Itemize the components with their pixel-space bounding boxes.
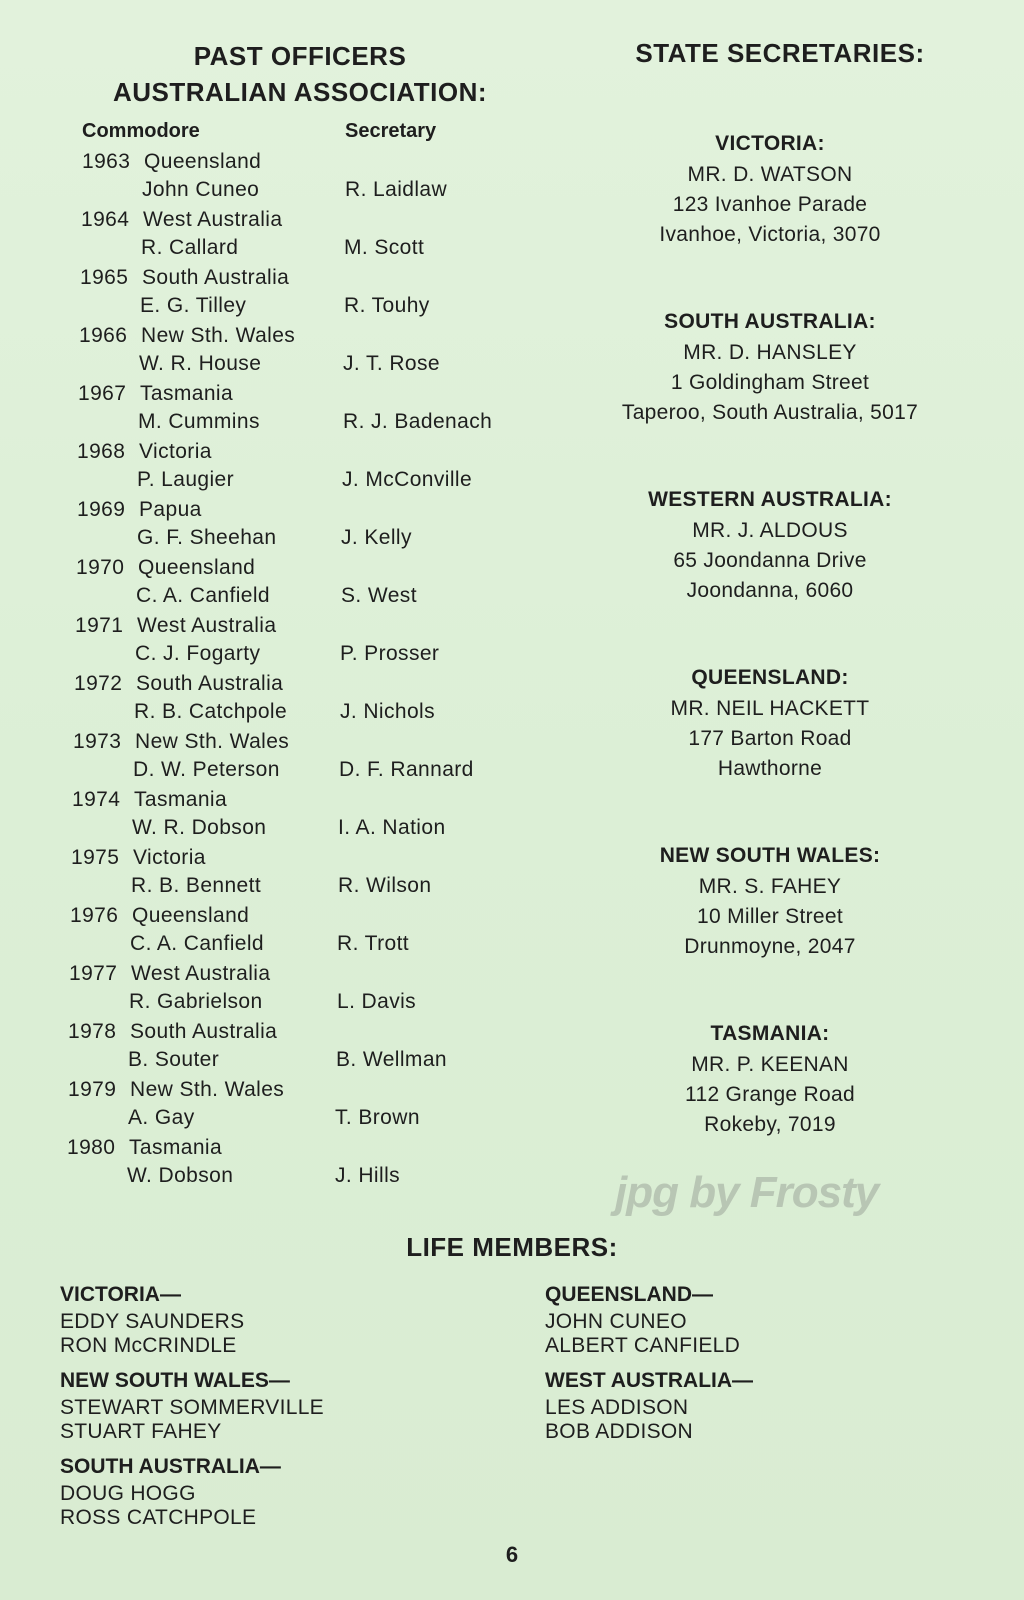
year-state-line: [71, 846, 206, 870]
state-secretary-block: [580, 128, 960, 306]
officer-entry: [0, 904, 560, 962]
secretary-name: R. Trott: [337, 932, 410, 955]
secretary-name: J. T. Rose: [343, 352, 440, 375]
year-state-line: [67, 1136, 222, 1160]
officer-entry: [0, 1020, 560, 1078]
life-member-group: [60, 1452, 324, 1530]
officer-state: Queensland: [132, 904, 250, 927]
officer-year: 1965: [80, 266, 129, 289]
officer-entry: [0, 1078, 560, 1136]
officer-year: 1974: [72, 788, 121, 811]
secretary-person: MR. D. WATSON: [687, 163, 853, 186]
year-state-line: [70, 904, 249, 928]
officer-entry: [0, 672, 560, 730]
officer-entry: [0, 324, 560, 382]
life-member-state: WEST AUSTRALIA—: [545, 1369, 754, 1392]
secretary-name: I. A. Nation: [338, 816, 446, 839]
secretary-person: MR. J. ALDOUS: [692, 519, 848, 542]
life-member-name: RON McCRINDLE: [60, 1334, 237, 1357]
commodore-name: John Cuneo: [142, 178, 260, 201]
secretary-person: MR. NEIL HACKETT: [670, 697, 870, 720]
state-name: NEW SOUTH WALES:: [659, 844, 881, 867]
officer-year: 1966: [79, 324, 128, 347]
commodore-name: P. Laugier: [137, 468, 235, 491]
watermark: jpg by Frosty: [615, 1168, 879, 1217]
address-line-2: Hawthorne: [717, 757, 823, 780]
address-line-1: 177 Barton Road: [688, 727, 852, 750]
officer-entry: [0, 788, 560, 846]
officer-year: 1973: [73, 730, 122, 753]
officer-year: 1963: [82, 150, 131, 173]
state-name: QUEENSLAND:: [691, 666, 849, 689]
life-member-group: [60, 1280, 324, 1358]
life-members-title: LIFE MEMBERS:: [406, 1232, 618, 1262]
year-state-line: [68, 1020, 277, 1044]
commodore-name: C. J. Fogarty: [135, 642, 261, 665]
year-state-line: [77, 498, 202, 522]
secretary-name: R. Wilson: [338, 874, 432, 897]
officer-state: South Australia: [142, 266, 290, 289]
officer-entry: [0, 1136, 560, 1194]
officer-year: 1971: [75, 614, 124, 637]
state-secretaries-list: [580, 128, 960, 1196]
life-member-state: VICTORIA—: [60, 1283, 181, 1306]
officer-state: South Australia: [130, 1020, 278, 1043]
officer-year: 1967: [78, 382, 127, 405]
officer-entry: [0, 846, 560, 904]
officer-year: 1975: [71, 846, 120, 869]
officer-year: 1977: [69, 962, 118, 985]
commodore-name: W. Dobson: [127, 1164, 234, 1187]
address-line-1: 123 Ivanhoe Parade: [672, 193, 868, 216]
life-member-name: BOB ADDISON: [545, 1420, 694, 1443]
secretary-column-header: Secretary: [345, 120, 437, 142]
officer-year: 1980: [67, 1136, 116, 1159]
officer-year: 1970: [76, 556, 125, 579]
life-member-name: JOHN CUNEO: [545, 1310, 687, 1333]
state-secretaries-title: STATE SECRETARIES:: [635, 38, 925, 68]
officer-year: 1972: [74, 672, 123, 695]
address-line-1: 112 Grange Road: [685, 1083, 855, 1106]
secretary-name: B. Wellman: [336, 1048, 447, 1071]
life-members-left-column: [60, 1280, 324, 1538]
officer-year: 1979: [68, 1078, 117, 1101]
officer-state: New Sth. Wales: [135, 730, 290, 753]
year-state-line: [73, 730, 289, 754]
commodore-name: W. R. House: [139, 352, 262, 375]
address-line-2: Joondanna, 6060: [686, 579, 854, 602]
secretary-name: M. Scott: [344, 236, 425, 259]
officer-state: Queensland: [144, 150, 262, 173]
officer-state: Victoria: [139, 440, 212, 463]
secretary-name: R. J. Badenach: [343, 410, 493, 433]
year-state-line: [79, 324, 295, 348]
year-state-line: [82, 150, 261, 174]
life-member-name: STUART FAHEY: [60, 1420, 222, 1443]
year-state-line: [78, 382, 233, 406]
state-name: SOUTH AUSTRALIA:: [664, 310, 876, 333]
year-state-line: [80, 266, 289, 290]
officer-entry: [0, 962, 560, 1020]
secretary-name: J. Nichols: [340, 700, 436, 723]
officer-entry: [0, 150, 560, 208]
secretary-name: R. Laidlaw: [345, 178, 448, 201]
officer-state: West Australia: [143, 208, 283, 231]
secretary-name: J. McConville: [342, 468, 473, 491]
secretary-name: J. Kelly: [341, 526, 412, 549]
officer-state: New Sth. Wales: [141, 324, 296, 347]
officer-year: 1968: [77, 440, 126, 463]
officer-year: 1969: [77, 498, 126, 521]
officer-entry: [0, 382, 560, 440]
year-state-line: [77, 440, 212, 464]
commodore-name: C. A. Canfield: [136, 584, 270, 607]
address-line-2: Ivanhoe, Victoria, 3070: [659, 223, 881, 246]
officer-entry: [0, 614, 560, 672]
state-secretary-block: [580, 840, 960, 1018]
commodore-name: B. Souter: [128, 1048, 220, 1071]
life-member-name: LES ADDISON: [545, 1396, 689, 1419]
year-state-line: [68, 1078, 284, 1102]
commodore-name: R. Callard: [141, 236, 239, 259]
life-member-state: QUEENSLAND—: [545, 1283, 714, 1306]
secretary-name: S. West: [341, 584, 417, 607]
life-member-name: ALBERT CANFIELD: [545, 1334, 741, 1357]
commodore-name: R. B. Bennett: [131, 874, 262, 897]
commodore-name: D. W. Peterson: [133, 758, 280, 781]
state-secretary-block: [580, 662, 960, 840]
commodore-name: W. R. Dobson: [132, 816, 267, 839]
secretary-name: J. Hills: [335, 1164, 401, 1187]
commodore-name: C. A. Canfield: [130, 932, 264, 955]
officer-entry: [0, 556, 560, 614]
officer-state: Victoria: [133, 846, 206, 869]
life-member-group: [60, 1366, 324, 1444]
state-name: VICTORIA:: [715, 132, 825, 155]
state-secretary-block: [580, 306, 960, 484]
officer-state: Tasmania: [134, 788, 228, 811]
commodore-name: G. F. Sheehan: [137, 526, 277, 549]
secretary-name: L. Davis: [337, 990, 417, 1013]
past-officers-title: PAST OFFICERS: [193, 41, 407, 71]
life-member-group: [545, 1280, 753, 1358]
address-line-1: 10 Miller Street: [696, 905, 844, 928]
officer-year: 1978: [68, 1020, 117, 1043]
year-state-line: [72, 788, 227, 812]
officer-entry: [0, 498, 560, 556]
address-line-1: 1 Goldingham Street: [670, 371, 870, 394]
page-number: 6: [505, 1542, 519, 1567]
address-line-2: Drunmoyne, 2047: [684, 935, 856, 958]
secretary-person: MR. D. HANSLEY: [683, 341, 857, 364]
commodore-name: M. Cummins: [138, 410, 260, 433]
officer-entry: [0, 208, 560, 266]
life-member-group: [545, 1366, 753, 1444]
address-line-1: 65 Joondanna Drive: [673, 549, 867, 572]
officer-entry: [0, 266, 560, 324]
year-state-line: [69, 962, 270, 986]
officer-year: 1976: [70, 904, 119, 927]
year-state-line: [75, 614, 276, 638]
officer-state: West Australia: [131, 962, 271, 985]
commodore-name: R. Gabrielson: [129, 990, 263, 1013]
officer-state: Tasmania: [140, 382, 234, 405]
life-member-state: NEW SOUTH WALES—: [60, 1369, 290, 1392]
officer-state: Tasmania: [129, 1136, 223, 1159]
state-secretary-block: [580, 484, 960, 662]
commodore-name: A. Gay: [128, 1106, 195, 1129]
address-line-2: Rokeby, 7019: [704, 1113, 836, 1136]
officer-entry: [0, 440, 560, 498]
commodore-name: R. B. Catchpole: [134, 700, 288, 723]
officer-state: Papua: [139, 498, 202, 521]
past-officers-subtitle: AUSTRALIAN ASSOCIATION:: [112, 77, 488, 107]
state-name: TASMANIA:: [710, 1022, 830, 1045]
life-members-right-column: [545, 1280, 753, 1452]
life-member-name: DOUG HOGG: [60, 1482, 196, 1505]
life-member-name: ROSS CATCHPOLE: [60, 1506, 257, 1529]
life-member-name: EDDY SAUNDERS: [60, 1310, 245, 1333]
state-name: WESTERN AUSTRALIA:: [648, 488, 892, 511]
officer-year: 1964: [81, 208, 130, 231]
life-member-name: STEWART SOMMERVILLE: [60, 1396, 324, 1419]
year-state-line: [81, 208, 282, 232]
secretary-person: MR. S. FAHEY: [698, 875, 842, 898]
secretary-person: MR. P. KEENAN: [691, 1053, 849, 1076]
address-line-2: Taperoo, South Australia, 5017: [621, 401, 919, 424]
officer-entry: [0, 730, 560, 788]
year-state-line: [74, 672, 283, 696]
year-state-line: [76, 556, 255, 580]
officer-state: Queensland: [138, 556, 256, 579]
commodore-column-header: Commodore: [82, 120, 200, 142]
commodore-name: E. G. Tilley: [140, 294, 247, 317]
secretary-name: D. F. Rannard: [339, 758, 474, 781]
life-member-state: SOUTH AUSTRALIA—: [60, 1455, 281, 1478]
officer-state: West Australia: [137, 614, 277, 637]
secretary-name: P. Prosser: [340, 642, 440, 665]
secretary-name: R. Touhy: [344, 294, 430, 317]
officer-state: South Australia: [136, 672, 284, 695]
secretary-name: T. Brown: [335, 1106, 420, 1129]
past-officers-list: [0, 150, 560, 1194]
officer-state: New Sth. Wales: [130, 1078, 285, 1101]
